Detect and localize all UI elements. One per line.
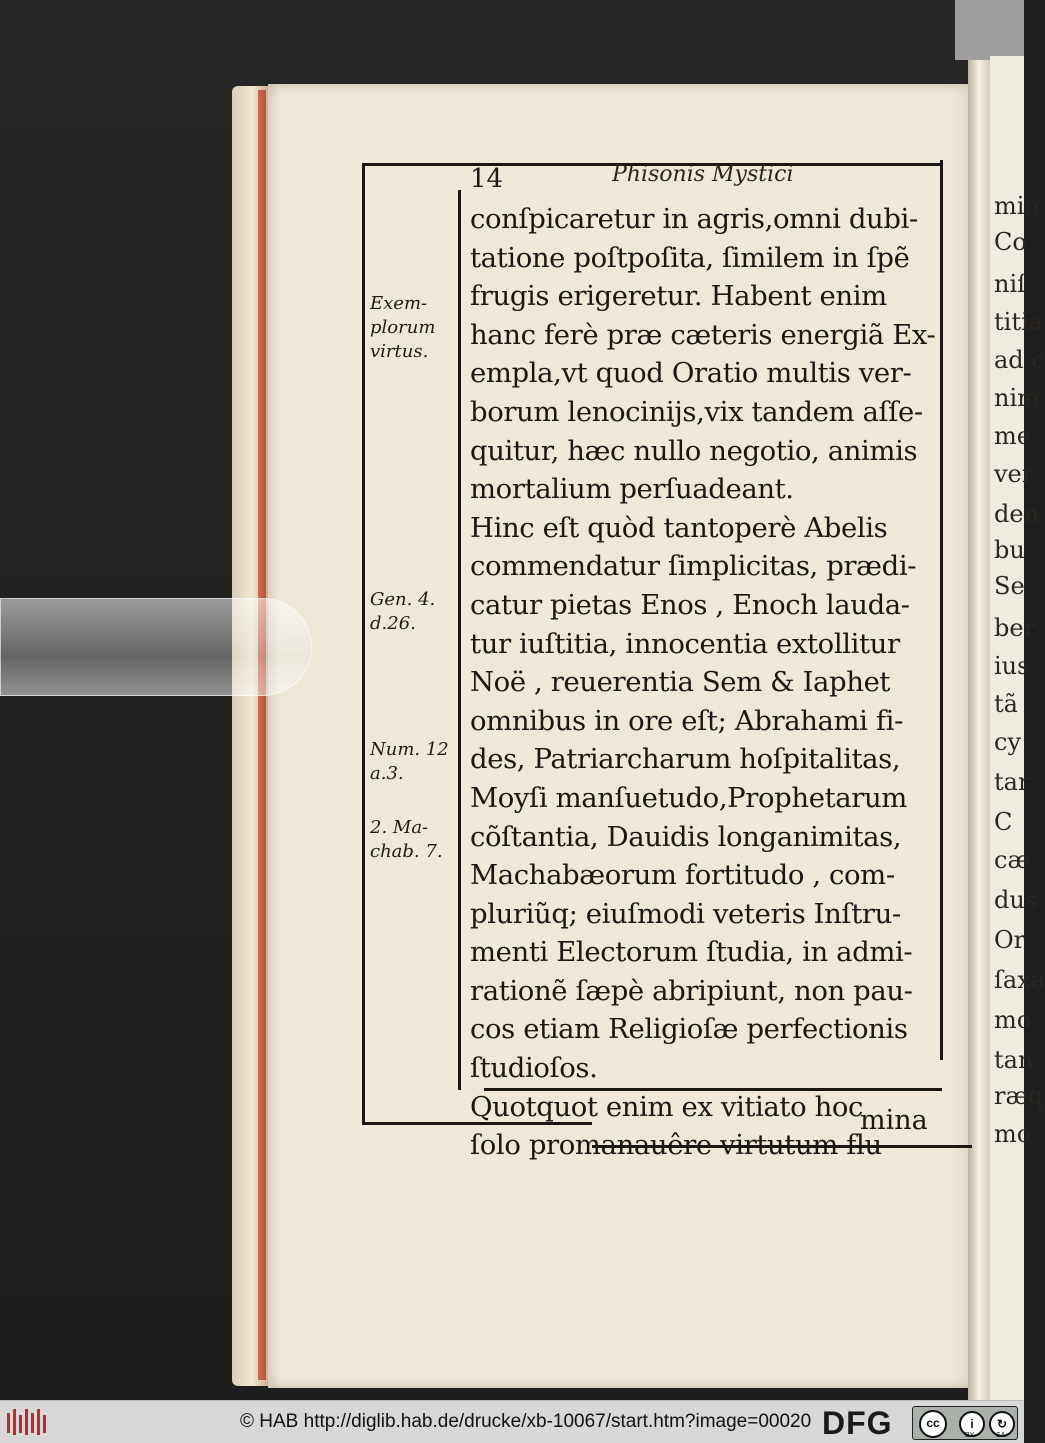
adjacent-page-fragment: dus	[994, 886, 1038, 914]
adjacent-page-fragment: ad c	[994, 346, 1045, 374]
marginal-note-line: plorum	[370, 317, 436, 338]
adjacent-page-fragment: ius	[994, 652, 1030, 680]
body-text	[470, 200, 940, 1165]
adjacent-page-fragment: tan	[994, 1046, 1034, 1074]
running-title: Phisonis Mystici	[612, 162, 794, 187]
left-rule-outer	[362, 163, 365, 1123]
adjacent-page-fragment: bu	[994, 536, 1025, 564]
text-line: menti Electorum ſtudia, in admi-	[470, 936, 913, 969]
marginal-note-line: virtus.	[370, 341, 429, 362]
marginal-note-line: Num. 12	[370, 739, 449, 760]
adjacent-page	[990, 56, 1045, 1400]
adjacent-page-fragment: titia	[994, 308, 1043, 336]
hab-logo-icon	[6, 1407, 48, 1437]
left-rule-inner	[458, 190, 461, 1090]
text-line: Noë , reuerentia Sem & Iaphet	[470, 666, 891, 699]
text-line: Moyſi manſuetudo,Prophetarum	[470, 781, 907, 814]
adjacent-page-fragment: den	[994, 500, 1040, 528]
text-line: pluriũq; eiuſmodi veteris Inſtru-	[470, 897, 901, 930]
adjacent-page-fragment: cæ	[994, 846, 1030, 874]
share-alike-icon: ↻	[989, 1411, 1015, 1437]
marginal-note-line: a.3.	[370, 763, 404, 784]
adjacent-page-fragment: nim	[994, 384, 1040, 412]
text-line: cõſtantia, Dauidis longanimitas,	[470, 820, 902, 853]
text-line: Machabæorum fortitudo , com-	[470, 859, 895, 892]
adjacent-page-fragment: cy	[994, 728, 1021, 756]
text-line: catur pietas Enos , Enoch lauda-	[470, 588, 910, 621]
marginal-note-line: d.26.	[370, 613, 416, 634]
copyright-link[interactable]: © HAB http://diglib.hab.de/drucke/xb-10067/start.htm?image=00020	[240, 1411, 812, 1432]
marginal-note	[370, 292, 458, 364]
adjacent-page-fragment: tã	[994, 690, 1018, 718]
text-line: quitur, hæc nullo negotio, animis	[470, 434, 918, 467]
text-line: omnibus in ore eſt; Abrahami fi-	[470, 704, 903, 737]
attribution-icon: i	[959, 1411, 985, 1437]
text-line: des, Patriarcharum hoſpitalitas,	[470, 743, 901, 776]
adjacent-page-fragment: ſaxa	[994, 966, 1045, 994]
text-line: hanc ferè præ cæteris energiã Ex-	[470, 318, 936, 351]
text-line: ſolo promanauêre virtutum flu-	[470, 1129, 891, 1162]
viewer-footer	[0, 1400, 1024, 1443]
marginal-note-line: chab. 7.	[370, 841, 443, 862]
text-line: tur iuſtitia, innocentia extollitur	[470, 627, 900, 660]
by-label: BY	[965, 1432, 975, 1439]
adjacent-page-fragment: C	[994, 808, 1013, 836]
page-number: 14	[470, 164, 504, 194]
text-line: borum lenocinijs,vix tandem aſſe-	[470, 395, 923, 428]
text-line: mortalium perſuadeant.	[470, 473, 794, 506]
adjacent-page-fragment: niſ	[994, 270, 1027, 298]
text-line: empla,vt quod Oratio multis ver-	[470, 357, 912, 390]
text-line: frugis erigeretur. Habent enim	[470, 280, 887, 313]
text-line: commendatur ſimplicitas, prædi-	[470, 550, 917, 583]
sa-label: SA	[996, 1432, 1006, 1439]
cc-icon: cc	[919, 1410, 947, 1438]
adjacent-page-fragment: ber	[994, 614, 1036, 642]
glass-page-holder	[0, 598, 312, 696]
adjacent-page-fragment: me	[994, 422, 1031, 450]
adjacent-page-fragment: mo	[994, 1006, 1032, 1034]
cc-license-badge[interactable]	[912, 1406, 1018, 1440]
adjacent-page-fragment: min	[994, 192, 1040, 220]
catchword: mina	[860, 1105, 928, 1136]
marginal-note-line: Gen. 4.	[370, 589, 436, 610]
text-line: tatione poſtpoſita, ſimilem in ſpẽ	[470, 241, 910, 274]
adjacent-page-fragment: tar	[994, 768, 1030, 796]
adjacent-page-fragment: mo	[994, 1120, 1032, 1148]
adjacent-page-fragment: Co	[994, 228, 1027, 256]
book-gutter	[968, 60, 992, 1400]
marginal-note-line: Exem-	[370, 293, 428, 314]
marginal-note	[370, 588, 458, 636]
adjacent-page-fragment: ræq	[994, 1082, 1044, 1110]
adjacent-cover	[955, 0, 1024, 60]
adjacent-page-fragment: Or	[994, 926, 1026, 954]
marginal-note	[370, 738, 458, 786]
right-rule	[940, 160, 943, 1060]
book-edge	[232, 86, 272, 1386]
dfg-logo: DFG	[822, 1405, 893, 1441]
marginal-note	[370, 816, 458, 864]
marginal-note-line: 2. Ma-	[370, 817, 429, 838]
text-line: rationẽ ſæpè abripiunt, non pau-	[470, 974, 913, 1007]
running-head	[462, 160, 942, 196]
text-line: Quotquot enim ex vitiato hoc	[470, 1090, 864, 1123]
text-line: cos etiam Religioſæ perfectionis	[470, 1013, 908, 1046]
red-page-edge	[258, 90, 266, 1380]
text-line: conſpicaretur in agris,omni dubi-	[470, 203, 918, 235]
text-line: ſtudioſos.	[470, 1052, 598, 1085]
adjacent-page-fragment: ver	[994, 460, 1034, 488]
adjacent-page-fragment: Se	[994, 572, 1025, 600]
text-line: Hinc eſt quòd tantoperè Abelis	[470, 511, 888, 544]
